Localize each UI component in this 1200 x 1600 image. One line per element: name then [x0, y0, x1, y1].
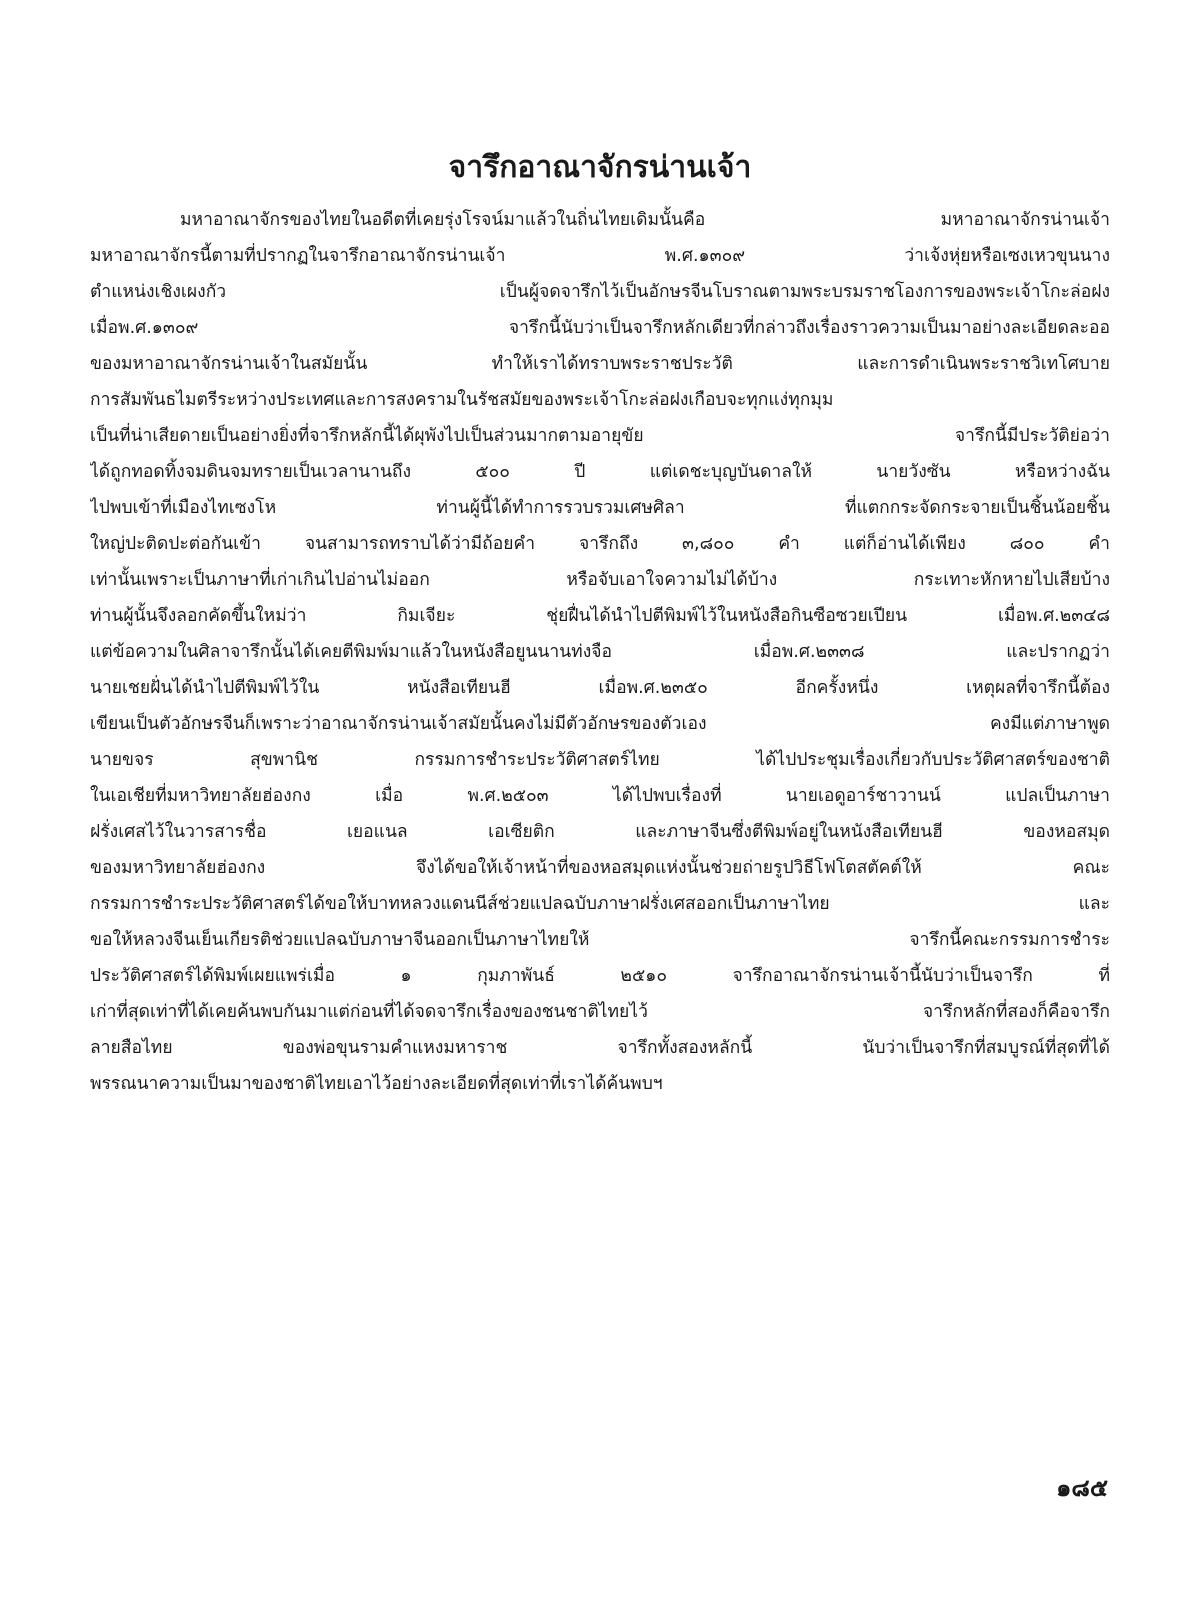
paragraph-line: แต่ข้อความในศิลาจารึกนั้นได้เคยตีพิมพ์มาแล้วในหนังสือยูนนานท่งจือ เมื่อพ.ศ.๒๓๓๘ และปรากฏว่า [90, 642, 1110, 662]
body-paragraph [90, 202, 1110, 1102]
page-title: จารึกอาณาจักรน่านเจ้า [448, 150, 752, 185]
paragraph-line: ได้ถูกทอดทิ้งจมดินจมทรายเป็นเวลานานถึง ๕๐๐ ปี แต่เดชะบุญบันดาลให้ นายวังซัน หรือหว่างฉัน [90, 462, 1110, 482]
paragraph-line: มหาอาณาจักรของไทยในอดีตที่เคยรุ่งโรจน์มาแล้วในถิ่นไทยเดิมนั้นคือ มหาอาณาจักรน่านเจ้า [180, 210, 1110, 230]
paragraph-line: ไปพบเข้าที่เมืองไทเซงโห ท่านผู้นี้ได้ทำการรวบรวมเศษศิลา ที่แตกกระจัดกระจายเป็นชิ้นน้อยชิ้น [90, 498, 1110, 518]
paragraph-line: ท่านผู้นั้นจึงลอกคัดขึ้นใหม่ว่า กิมเจียะ ชุ่ยฝื่นได้นำไปตีพิมพ์ไว้ในหนังสือกินซือซวยเปียน เมื่อพ.ศ.๒๓๔๘ [90, 606, 1110, 626]
paragraph-line: เขียนเป็นตัวอักษรจีนก็เพราะว่าอาณาจักรน่านเจ้าสมัยนั้นคงไม่มีตัวอักษรของตัวเอง คงมีแต่ภาษาพูด [90, 714, 1110, 734]
paragraph-line: ในเอเชียที่มหาวิทยาลัยฮ่องกง เมื่อ พ.ศ.๒๕๐๓ ได้ไปพบเรื่องที่ นายเอดูอาร์ชาวานน์ แปลเป็นภาษา [90, 786, 1110, 806]
paragraph-line: ประวัติศาสตร์ได้พิมพ์เผยแพร่เมื่อ ๑ กุมภาพันธ์ ๒๕๑๐ จารึกอาณาจักรน่านเจ้านี้นับว่าเป็นจารึก ที่ [90, 966, 1110, 986]
paragraph-line: ของมหาอาณาจักรน่านเจ้าในสมัยนั้น ทำให้เราได้ทราบพระราชประวัติ และการดำเนินพระราชวิเทโศบาย [90, 354, 1110, 374]
paragraph-line: ใหญ่ปะติดปะต่อกันเข้า จนสามารถทราบได้ว่ามีถ้อยคำ จารึกถึง ๓,๘๐๐ คำ แต่ก็อ่านได้เพียง ๘๐๐ คำ [90, 534, 1110, 554]
paragraph-line: ของมหาวิทยาลัยฮ่องกง จึงได้ขอให้เจ้าหน้าที่ของหอสมุดแห่งนั้นช่วยถ่ายรูปวิธีโฟโตสตัคต์ให้ คณะ [90, 858, 1110, 878]
paragraph-line: เป็นที่น่าเสียดายเป็นอย่างยิ่งที่จารึกหลักนี้ได้ผุพังไปเป็นส่วนมากตามอายุขัย จารึกนี้มีประวัติย่อว่า [90, 426, 1110, 446]
paragraph-line: กรรมการชำระประวัติศาสตร์ได้ขอให้บาทหลวงแดนนีส์ช่วยแปลฉบับภาษาฝรั่งเศสออกเป็นภาษาไทย และ [90, 894, 1110, 914]
paragraph-line: ขอให้หลวงจีนเย็นเกียรติช่วยแปลฉบับภาษาจีนออกเป็นภาษาไทยให้ จารึกนี้คณะกรรมการชำระ [90, 930, 1110, 950]
paragraph-line: ฝรั่งเศสไว้ในวารสารชื่อ เยอแนล เอเซียติก และภาษาจีนซึ่งตีพิมพ์อยู่ในหนังสือเทียนฮี ของหอสมุด [90, 822, 1110, 842]
paragraph-line: นายขจร สุขพานิช กรรมการชำระประวัติศาสตร์ไทย ได้ไปประชุมเรื่องเกี่ยวกับประวัติศาสตร์ของชาติ [90, 750, 1110, 770]
paragraph-line: มหาอาณาจักรนี้ตามที่ปรากฏในจารึกอาณาจักรน่านเจ้า พ.ศ.๑๓๐๙ ว่าเจ้งหุ่ยหรือเซงเหวขุนนาง [90, 246, 1110, 266]
paragraph-line: นายเชยฝั่นได้นำไปตีพิมพ์ไว้ใน หนังสือเทียนฮี เมื่อพ.ศ.๒๓๕๐ อีกครั้งหนึ่ง เหตุผลที่จารึกนี้ต้อง [90, 678, 1110, 698]
paragraph-line: เมื่อพ.ศ.๑๓๐๙ จารึกนี้นับว่าเป็นจารึกหลักเดียวที่กล่าวถึงเรื่องราวความเป็นมาอย่างละเอียดละออ [90, 318, 1110, 338]
paragraph-line: ลายสือไทย ของพ่อขุนรามคำแหงมหาราช จารึกทั้งสองหลักนี้ นับว่าเป็นจารึกที่สมบูรณ์ที่สุดที่ได้ [90, 1038, 1110, 1058]
paragraph-line: เก่าที่สุดเท่าที่ได้เคยค้นพบกันมาแต่ก่อนที่ได้จดจารึกเรื่องของชนชาติไทยไว้ จารึกหลักที่สองก็คือจารึก [90, 1002, 1110, 1022]
paragraph-line: ตำแหน่งเชิงเผงกัว เป็นผู้จดจารึกไว้เป็นอักษรจีนโบราณตามพระบรมราชโองการของพระเจ้าโกะล่อฝง [90, 282, 1110, 302]
paragraph-line: พรรณนาความเป็นมาของชาติไทยเอาไว้อย่างละเอียดที่สุดเท่าที่เราได้ค้นพบฯ [90, 1074, 663, 1094]
paragraph-line: การสัมพันธไมตรีระหว่างประเทศและการสงครามในรัชสมัยของพระเจ้าโกะล่อฝงเกือบจะทุกแง่ทุกมุม [90, 390, 834, 410]
page-number: ๑๘๕ [1056, 1474, 1108, 1502]
paragraph-line: เท่านั้นเพราะเป็นภาษาที่เก่าเกินไปอ่านไม่ออก หรือจับเอาใจความไม่ได้บ้าง กระเทาะหักหายไปเสียบ้าง [90, 570, 1110, 590]
